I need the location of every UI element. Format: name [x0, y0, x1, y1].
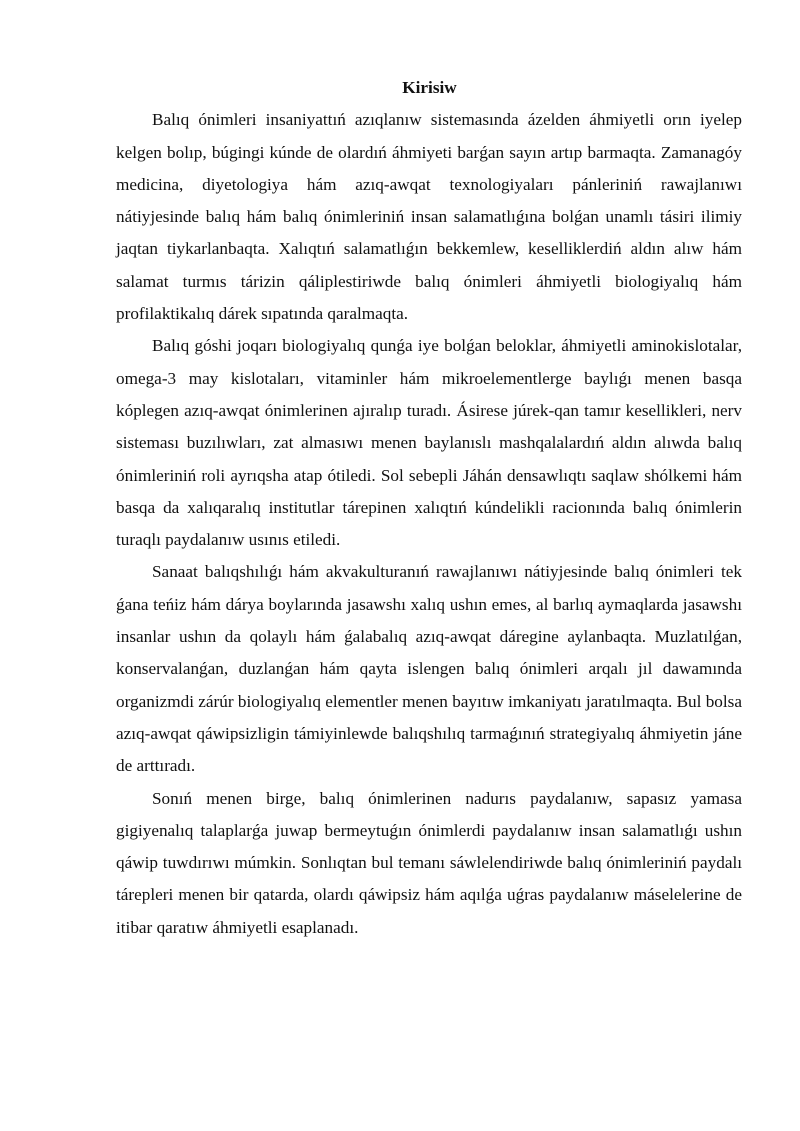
document-page [116, 72, 742, 944]
section-title: Kirisiw [402, 78, 457, 97]
paragraph-4: Sonıń menen birge, balıq ónimlerinen nadurıs paydalanıw, sapasız yamasa gigiyenalıq talaplarǵa juwap bermeytuǵın ónimlerdi paydalanıw insan salamatlıǵı ushın qáwip tuwdırıwı múmkin. Sonlıqtan bul temanı sáwlelendiriwde balıq ónimleriniń paydalı tárepleri menen bir qatarda, olardı qáwipsiz hám aqılǵa uǵras paydalanıw máselelerine de itibar qaratıw áhmiyetli esaplanadı. [116, 788, 742, 937]
paragraph-1: Balıq ónimleri insaniyattıń azıqlanıw sistemasında ázelden áhmiyetli orın iyelep kelgen bolıp, búgingi kúnde de olardıń áhmiyeti barǵan sayın artıp barmaqta. Zamanagóy medicina, diyetologiya hám azıq-awqat texnologiyaları pánleriniń rawajlanıwı nátiyjesinde balıq hám balıq ónimleriniń insan salamatlıǵına bolǵan unamlı tásiri ilimiy jaqtan tiykarlanbaqta. Xalıqtıń salamatlıǵın bekkemlew, keselliklerdiń aldın alıw hám salamat turmıs tárizin qáliplestiriwde balıq ónimleri áhmiyetli biologiyalıq hám profilaktikalıq dárek sıpatında qaralmaqta. [116, 110, 742, 324]
paragraph-3: Sanaat balıqshılıǵı hám akvakulturanıń rawajlanıwı nátiyjesinde balıq ónimleri tek ǵana teńiz hám dárya boylarında jasawshı xalıq ushın emes, al barlıq aymaqlarda jasawshı insanlar ushın da qolaylı hám ǵalabalıq azıq-awqat dáregine aylanbaqta. Muzlatılǵan, konservalanǵan, duzlanǵan hám qayta islengen balıq ónimleri arqalı jıl dawamında organizmdi zárúr biologiyalıq elementler menen bayıtıw imkaniyatı jaratılmaqta. Bul bolsa azıq-awqat qáwipsizligin támiyinlewde balıqshılıq tarmaǵınıń strategiyalıq áhmiyetin jáne de arttıradı. [116, 562, 742, 776]
paragraph-2: Balıq góshi joqarı biologiyalıq qunǵa iye bolǵan beloklar, áhmiyetli aminokislotalar, omega-3 may kislotaları, vitaminler hám mikroelementlerge baylıǵı menen basqa kóplegen azıq-awqat ónimlerinen ajıralıp turadı. Ásirese júrek-qan tamır kesellikleri, nerv sisteması buzılıwları, zat almasıwı menen baylanıslı mashqalalardıń aldın alıwda balıq ónimleriniń roli ayrıqsha atap ótiledi. Sol sebepli Jáhán densawlıqtı saqlaw shólkemi hám basqa da xalıqaralıq institutlar tárepinen xalıqtıń kúndelikli racionında balıq ónimlerin turaqlı paydalanıw usınıs etiledi. [116, 336, 742, 550]
